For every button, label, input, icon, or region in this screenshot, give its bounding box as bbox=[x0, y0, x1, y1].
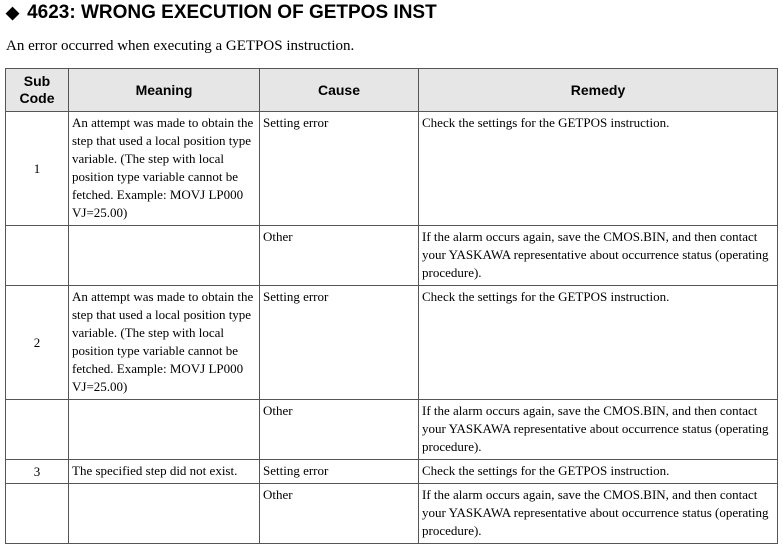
sub-code-cell bbox=[6, 400, 69, 460]
sub-code-cell: 1 bbox=[6, 112, 69, 226]
alarm-table bbox=[5, 68, 778, 544]
page-title-text: 4623: WRONG EXECUTION OF GETPOS INST bbox=[27, 2, 437, 23]
remedy-cell: Check the settings for the GETPOS instruction. bbox=[419, 460, 778, 484]
sub-code-cell: 3 bbox=[6, 460, 69, 484]
table-row bbox=[6, 484, 778, 544]
header-sub-code: Sub Code bbox=[6, 69, 69, 112]
sub-code-cell bbox=[6, 226, 69, 286]
cause-cell: Other bbox=[260, 226, 419, 286]
remedy-cell: Check the settings for the GETPOS instruction. bbox=[419, 112, 778, 226]
remedy-cell: If the alarm occurs again, save the CMOS.BIN, and then contact your YASKAWA representative about occurrence status (operating procedure). bbox=[419, 400, 778, 460]
table-row bbox=[6, 112, 778, 226]
cause-cell: Other bbox=[260, 484, 419, 544]
meaning-cell bbox=[69, 400, 260, 460]
meaning-cell bbox=[69, 226, 260, 286]
sub-code-cell: 2 bbox=[6, 286, 69, 400]
sub-code-cell bbox=[6, 484, 69, 544]
meaning-cell: An attempt was made to obtain the step that used a local position type variable. (The step with local position type variable cannot be fetched. Example: MOVJ LP000 VJ=25.00) bbox=[69, 112, 260, 226]
meaning-cell bbox=[69, 484, 260, 544]
cause-cell: Setting error bbox=[260, 460, 419, 484]
page-title bbox=[6, 2, 437, 24]
cause-cell: Setting error bbox=[260, 286, 419, 400]
diamond-bullet-icon: ◆ bbox=[6, 3, 20, 22]
table-row bbox=[6, 226, 778, 286]
remedy-cell: Check the settings for the GETPOS instruction. bbox=[419, 286, 778, 400]
table-row bbox=[6, 400, 778, 460]
header-meaning: Meaning bbox=[69, 69, 260, 112]
remedy-cell: If the alarm occurs again, save the CMOS.BIN, and then contact your YASKAWA representative about occurrence status (operating procedure). bbox=[419, 484, 778, 544]
remedy-cell: If the alarm occurs again, save the CMOS.BIN, and then contact your YASKAWA representative about occurrence status (operating procedure). bbox=[419, 226, 778, 286]
meaning-cell: An attempt was made to obtain the step that used a local position type variable. (The step with local position type variable cannot be fetched. Example: MOVJ LP000 VJ=25.00) bbox=[69, 286, 260, 400]
table-row bbox=[6, 460, 778, 484]
header-cause: Cause bbox=[260, 69, 419, 112]
table-header-row bbox=[6, 69, 778, 112]
cause-cell: Other bbox=[260, 400, 419, 460]
table-row bbox=[6, 286, 778, 400]
header-remedy: Remedy bbox=[419, 69, 778, 112]
cause-cell: Setting error bbox=[260, 112, 419, 226]
meaning-cell: The specified step did not exist. bbox=[69, 460, 260, 484]
description: An error occurred when executing a GETPOS instruction. bbox=[6, 38, 355, 54]
